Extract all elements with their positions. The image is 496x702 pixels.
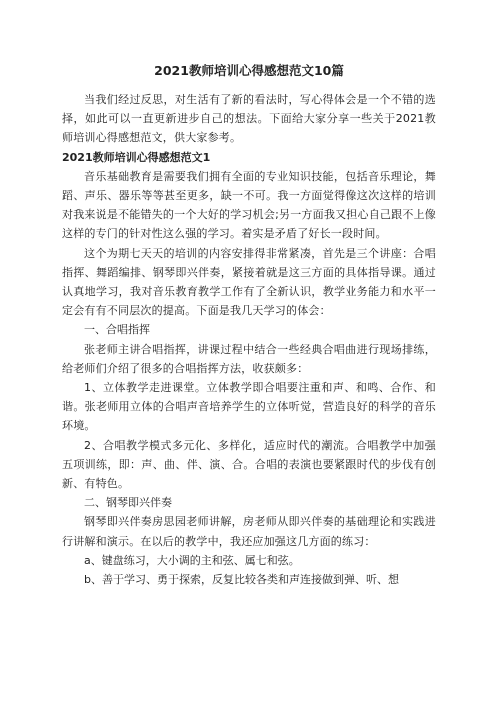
subheading-choral-conducting: 一、合唱指挥 [84, 323, 150, 337]
list-item: a、键盘练习，大小调的主和弦、属七和弦。 [84, 553, 300, 567]
paragraph: 张老师主讲合唱指挥，讲课过程中结合一些经典合唱曲进行现场排练，给老师们介绍了很多的合唱指挥方法，收获颇多： [62, 342, 436, 375]
intro-paragraph: 当我们经过反思，对生活有了新的看法时，写心得体会是一个不错的选择，如此可以一直更新进步自己的想法。下面给大家分享一些关于2021教师培训心得感想范文，供大家参考。 [62, 93, 436, 145]
subheading-piano-accompaniment: 二、钢琴即兴伴奏 [84, 496, 172, 510]
paragraph: 钢琴即兴伴奏房思园老师讲解，房老师从即兴伴奏的基础理论和实践进行讲解和演示。在以后的教学中，我还应加强这几方面的练习： [62, 515, 436, 548]
paragraph: 1、立体教学走进课堂。立体教学即合唱要注重和声、和鸣、合作、和谐。张老师用立体的合唱声音培养学生的立体听觉，营造良好的科学的音乐环境。 [62, 381, 436, 433]
paragraph: 2、合唱教学模式多元化、多样化，适应时代的潮流。合唱教学中加强五项训练，即：声、曲、伴、演、合。合唱的表演也要紧跟时代的步伐有创新、有特色。 [62, 438, 436, 491]
document-title: 2021教师培训心得感想范文10篇 [154, 63, 344, 78]
paragraph: 音乐基础教育是需要我们拥有全面的专业知识技能，包括音乐理论，舞蹈、声乐、器乐等等甚至更多，缺一不可。我一方面觉得像这次这样的培训对我来说是不能错失的一个大好的学习机会;另一方面我又担心自己跟不上像这样的专门的针对性这么强的学习。着实是矛盾了好长一段时间。 [62, 169, 436, 241]
section-heading: 2021教师培训心得感想范文1 [62, 150, 211, 164]
paragraph: 这个为期七天天的培训的内容安排得非常紧凑，首先是三个讲座：合唱指挥、舞蹈编排、钢琴即兴伴奏，紧接着就是这三方面的具体指导课。通过认真地学习，我对音乐教育教学工作有了全新认识，教学业务能力和水平一定会有有不同层次的提高。下面是我几天学习的体会： [62, 246, 436, 318]
list-item: b、善于学习、勇于探索，反复比较各类和声连接做到弹、听、想 [84, 573, 399, 587]
